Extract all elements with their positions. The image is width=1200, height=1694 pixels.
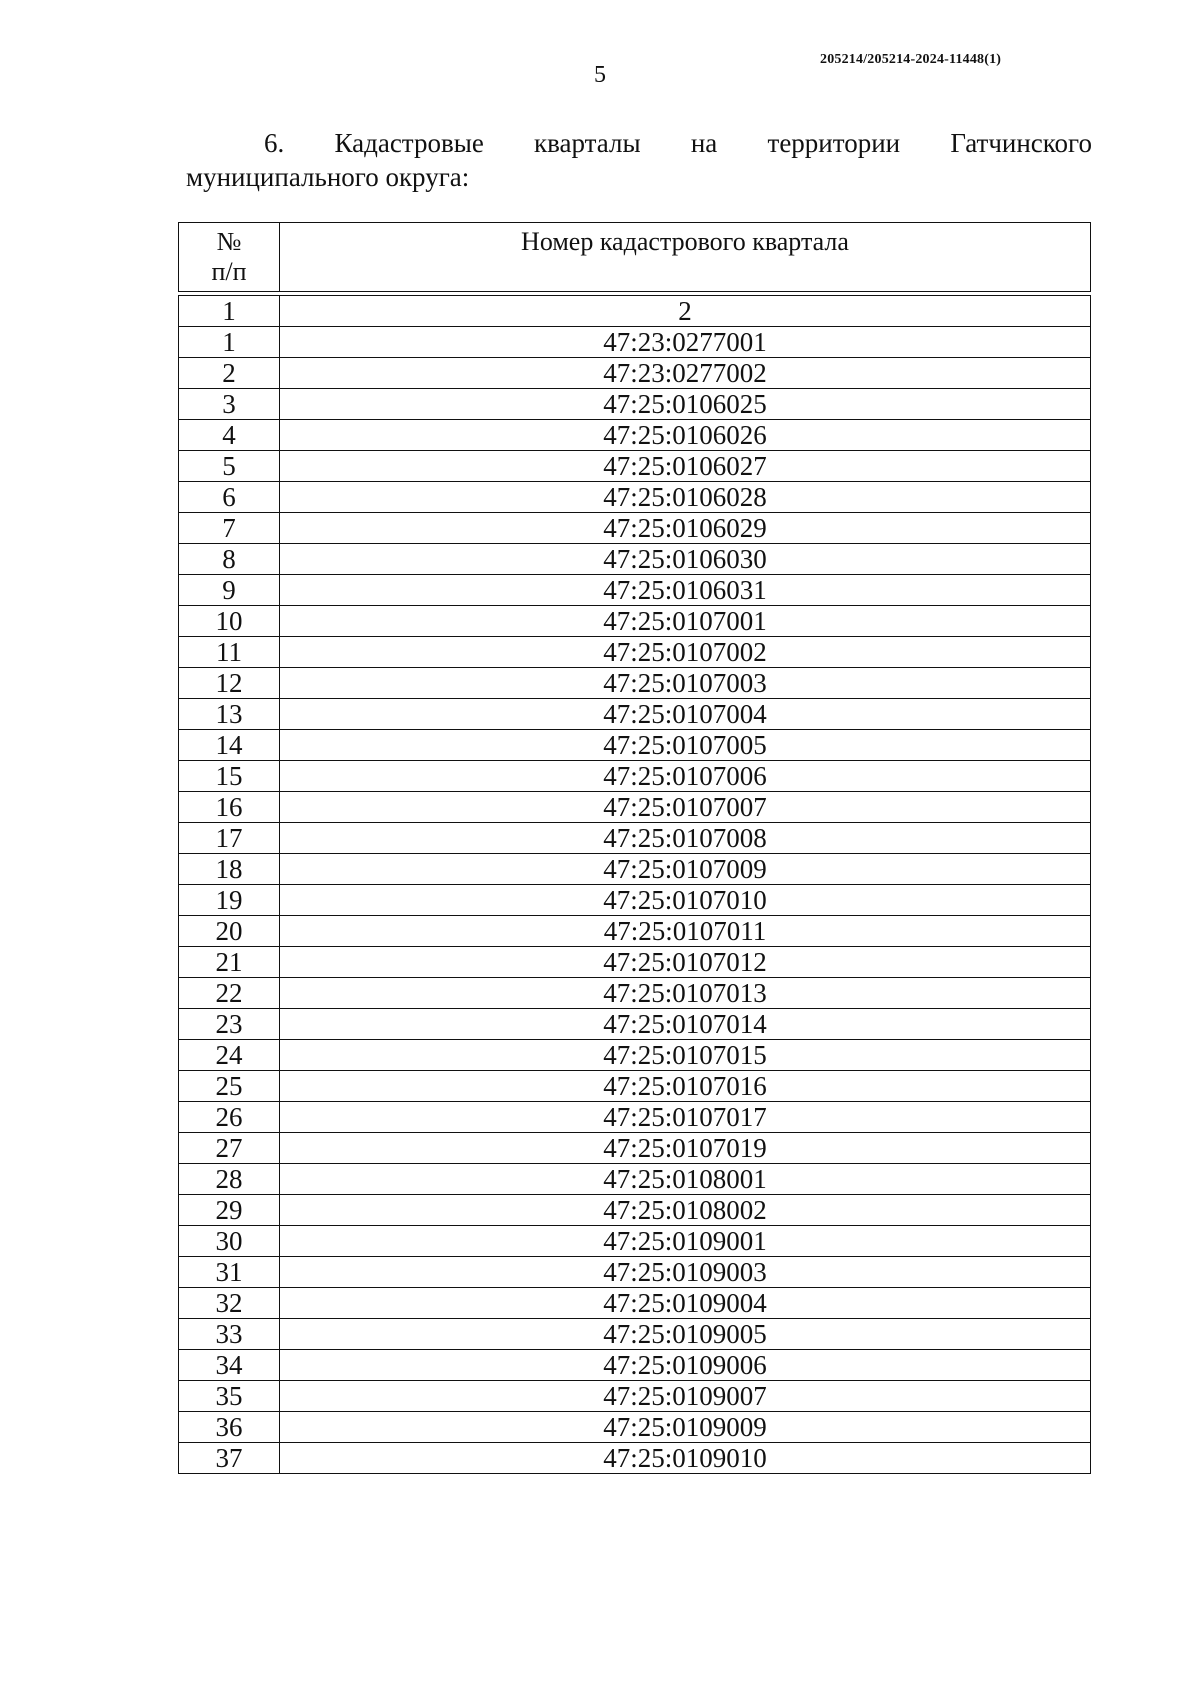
row-number: 6	[179, 482, 280, 513]
cadastral-number: 47:25:0107009	[280, 854, 1091, 885]
table-row	[179, 606, 1091, 637]
cadastral-number: 47:23:0277001	[280, 327, 1091, 358]
header-number-symbol: №	[216, 227, 242, 256]
table-row	[179, 575, 1091, 606]
table-row	[179, 482, 1091, 513]
table-row	[179, 947, 1091, 978]
row-number: 14	[179, 730, 280, 761]
row-number: 16	[179, 792, 280, 823]
table-row	[179, 1412, 1091, 1443]
table-row	[179, 1226, 1091, 1257]
cadastral-number: 47:25:0108002	[280, 1195, 1091, 1226]
column-index-row	[179, 296, 1091, 327]
heading-word: Кадастровые	[334, 128, 484, 158]
heading-word: 6.	[264, 128, 285, 158]
table-row	[179, 451, 1091, 482]
table-row	[179, 1009, 1091, 1040]
row-number: 13	[179, 699, 280, 730]
row-number: 28	[179, 1164, 280, 1195]
row-number: 20	[179, 916, 280, 947]
column-index-2: 2	[280, 296, 1091, 327]
cadastral-table	[178, 222, 1091, 1474]
row-number: 19	[179, 885, 280, 916]
table-row	[179, 885, 1091, 916]
table-row	[179, 1164, 1091, 1195]
cadastral-number: 47:25:0107019	[280, 1133, 1091, 1164]
row-number: 25	[179, 1071, 280, 1102]
row-number: 23	[179, 1009, 280, 1040]
table-row	[179, 1071, 1091, 1102]
row-number: 22	[179, 978, 280, 1009]
table-row	[179, 1040, 1091, 1071]
row-number: 29	[179, 1195, 280, 1226]
cadastral-number: 47:25:0107012	[280, 947, 1091, 978]
heading-word: на	[690, 128, 718, 158]
table-header	[178, 222, 1091, 292]
table-row	[179, 761, 1091, 792]
row-number: 12	[179, 668, 280, 699]
cadastral-number: 47:25:0106026	[280, 420, 1091, 451]
heading-word: Гатчинского	[950, 128, 1092, 158]
cadastral-number: 47:25:0109001	[280, 1226, 1091, 1257]
table-row	[179, 1133, 1091, 1164]
cadastral-number: 47:25:0107007	[280, 792, 1091, 823]
table-row	[179, 1381, 1091, 1412]
document-id: 205214/205214-2024-11448(1)	[820, 52, 1002, 67]
table-row	[179, 327, 1091, 358]
row-number: 4	[179, 420, 280, 451]
heading-word: кварталы	[534, 128, 641, 158]
table-row	[179, 637, 1091, 668]
row-number: 15	[179, 761, 280, 792]
row-number: 11	[179, 637, 280, 668]
heading-word: территории	[767, 128, 901, 158]
cadastral-number: 47:25:0106031	[280, 575, 1091, 606]
table-row	[179, 1288, 1091, 1319]
cadastral-number: 47:25:0107013	[280, 978, 1091, 1009]
row-number: 1	[179, 327, 280, 358]
table-row	[179, 792, 1091, 823]
header-number-cell	[179, 223, 280, 292]
cadastral-number: 47:25:0109009	[280, 1412, 1091, 1443]
row-number: 9	[179, 575, 280, 606]
table-row	[179, 978, 1091, 1009]
cadastral-number: 47:25:0109006	[280, 1350, 1091, 1381]
row-number: 17	[179, 823, 280, 854]
table-row	[179, 1102, 1091, 1133]
table-row	[179, 389, 1091, 420]
table-body	[178, 295, 1091, 1474]
cadastral-number: 47:25:0107002	[280, 637, 1091, 668]
cadastral-number: 47:25:0107001	[280, 606, 1091, 637]
row-number: 7	[179, 513, 280, 544]
cadastral-number: 47:25:0107006	[280, 761, 1091, 792]
table-row	[179, 699, 1091, 730]
row-number: 18	[179, 854, 280, 885]
row-number: 21	[179, 947, 280, 978]
cadastral-number: 47:25:0108001	[280, 1164, 1091, 1195]
column-index-1: 1	[179, 296, 280, 327]
cadastral-number: 47:25:0107015	[280, 1040, 1091, 1071]
table-row	[179, 513, 1091, 544]
row-number: 35	[179, 1381, 280, 1412]
heading-line-1	[186, 126, 1092, 160]
cadastral-number: 47:25:0106029	[280, 513, 1091, 544]
cadastral-number: 47:25:0106025	[280, 389, 1091, 420]
cadastral-number: 47:25:0107010	[280, 885, 1091, 916]
row-number: 37	[179, 1443, 280, 1474]
table-row	[179, 854, 1091, 885]
row-number: 34	[179, 1350, 280, 1381]
table-row	[179, 916, 1091, 947]
table-row	[179, 1257, 1091, 1288]
cadastral-number: 47:25:0107008	[280, 823, 1091, 854]
cadastral-number: 47:25:0109010	[280, 1443, 1091, 1474]
cadastral-number: 47:25:0107017	[280, 1102, 1091, 1133]
cadastral-number: 47:25:0109003	[280, 1257, 1091, 1288]
page-number: 5	[594, 62, 606, 88]
table-row	[179, 544, 1091, 575]
cadastral-number: 47:25:0107011	[280, 916, 1091, 947]
row-number: 10	[179, 606, 280, 637]
header-number-abbr: п/п	[211, 257, 247, 286]
table-row	[179, 1195, 1091, 1226]
cadastral-number: 47:23:0277002	[280, 358, 1091, 389]
table-row	[179, 668, 1091, 699]
cadastral-number: 47:25:0109007	[280, 1381, 1091, 1412]
table-row	[179, 358, 1091, 389]
cadastral-number: 47:25:0107016	[280, 1071, 1091, 1102]
row-number: 2	[179, 358, 280, 389]
cadastral-number: 47:25:0107003	[280, 668, 1091, 699]
heading-line-2: муниципального округа:	[186, 162, 470, 192]
row-number: 27	[179, 1133, 280, 1164]
cadastral-number: 47:25:0107004	[280, 699, 1091, 730]
row-number: 8	[179, 544, 280, 575]
cadastral-number: 47:25:0106027	[280, 451, 1091, 482]
table-row	[179, 823, 1091, 854]
table-row	[179, 730, 1091, 761]
cadastral-number: 47:25:0106028	[280, 482, 1091, 513]
cadastral-number: 47:25:0107014	[280, 1009, 1091, 1040]
row-number: 5	[179, 451, 280, 482]
row-number: 26	[179, 1102, 280, 1133]
cadastral-number: 47:25:0109004	[280, 1288, 1091, 1319]
row-number: 24	[179, 1040, 280, 1071]
section-heading	[186, 126, 1092, 194]
row-number: 3	[179, 389, 280, 420]
table-row	[179, 1350, 1091, 1381]
header-value-cell: Номер кадастрового квартала	[280, 223, 1091, 292]
table-row	[179, 1319, 1091, 1350]
row-number: 31	[179, 1257, 280, 1288]
cadastral-number: 47:25:0109005	[280, 1319, 1091, 1350]
row-number: 36	[179, 1412, 280, 1443]
table-row	[179, 1443, 1091, 1474]
cadastral-number: 47:25:0106030	[280, 544, 1091, 575]
row-number: 30	[179, 1226, 280, 1257]
table-row	[179, 420, 1091, 451]
cadastral-number: 47:25:0107005	[280, 730, 1091, 761]
row-number: 32	[179, 1288, 280, 1319]
row-number: 33	[179, 1319, 280, 1350]
